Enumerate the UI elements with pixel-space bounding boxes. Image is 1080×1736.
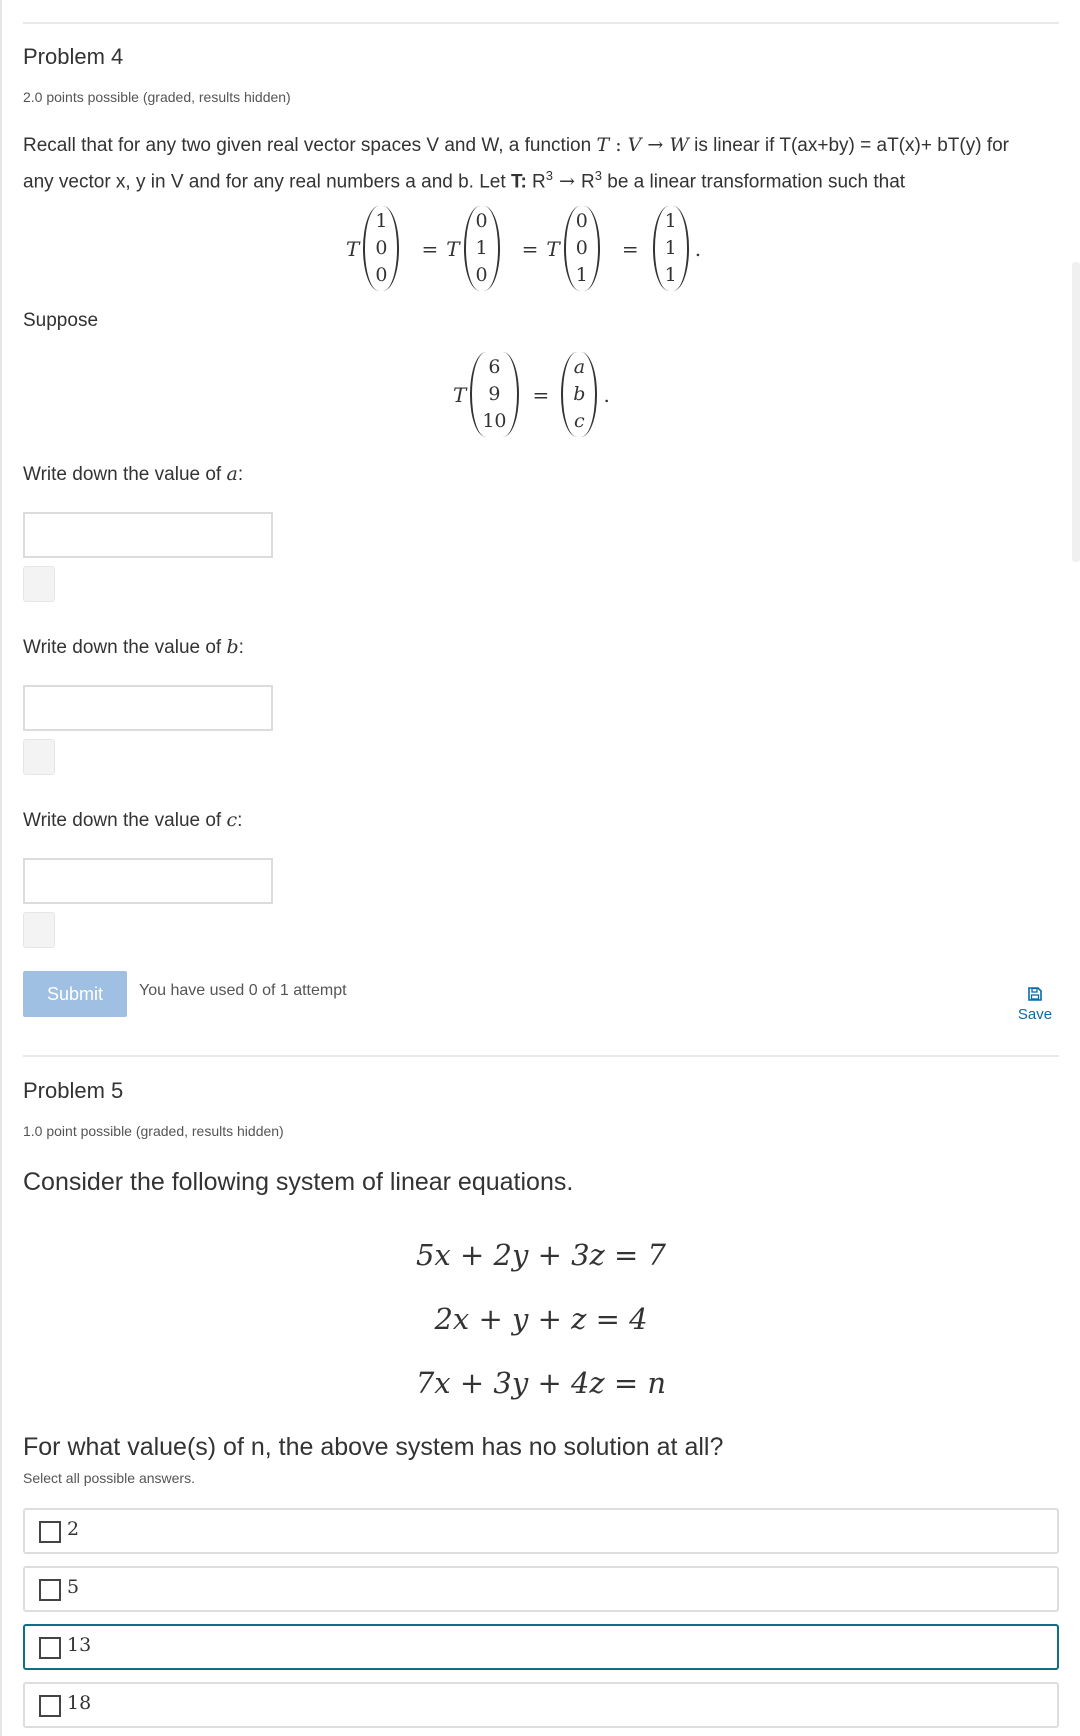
prompt-a [23,463,243,486]
eq2-equals: = [532,382,550,407]
prompt-text: Write down the value of [23,464,227,485]
problem-5-question: For what value(s) of n, the above system has no solution at all? [23,1433,724,1461]
intro-exp2: 3 [594,168,602,183]
suppose-text: Suppose [23,310,99,331]
answer-a-input[interactable] [23,512,273,558]
intro-R: R [526,171,546,193]
intro-line-1 [23,130,1059,161]
vec-entry: 1 [375,210,388,232]
choice-label: 18 [67,1692,92,1714]
eq1-period: . [694,236,702,261]
math-colon: : [609,134,628,156]
floppy-disk-icon [1027,986,1043,1002]
intro-line-2 [23,161,1059,197]
choice-label: 5 [67,1576,80,1598]
problem-5-title: Problem 5 [23,1078,124,1103]
vec-entry: 6 [488,356,501,378]
vec-entry: 0 [475,264,488,286]
choice-18[interactable] [23,1682,1059,1728]
eq2-vector-1 [470,352,518,437]
intro-bold-T: T: [510,171,527,193]
eq1-vector-2 [464,206,500,291]
vec-entry: 1 [475,237,488,259]
vec-entry: 0 [575,210,588,232]
vec-entry: 1 [664,210,677,232]
choice-13[interactable] [23,1624,1059,1670]
math-V: V [627,134,642,156]
intro-R2: R [581,171,595,193]
problem-5-hint: Select all possible answers. [23,1470,195,1486]
prompt-text: Write down the value of [23,637,227,658]
vec-entry: c [574,410,585,432]
answer-c-status [23,912,55,948]
eq2-T: T [453,382,467,407]
scrollbar-track[interactable] [1072,262,1080,562]
choice-5[interactable] [23,1566,1059,1612]
vec-entry: 0 [375,237,388,259]
vec-entry: 1 [664,237,677,259]
eq1-vector-1 [363,206,399,291]
intro-text-2: is linear if T(ax+by) = aT(x)+ bT(y) for [688,135,1009,156]
intro-exp: 3 [545,168,553,183]
intro-text: Recall that for any two given real vector spaces V and W, a function [23,135,597,156]
prompt-colon: : [238,637,244,658]
equation-line-3: 7x + 3y + 4z = n [415,1366,667,1400]
choice-2[interactable] [23,1508,1059,1554]
answer-c-input[interactable] [23,858,273,904]
prompt-var: c [226,809,238,831]
intro-text-3: any vector x, y in V and for any real numbers a and b. Let [23,171,511,193]
answer-b-input[interactable] [23,685,273,731]
intro-text-4: be a linear transformation such that [601,171,906,193]
problem-5-intro: Consider the following system of linear equations. [23,1168,574,1196]
prompt-colon: : [237,464,244,485]
math-arrow: → [641,134,670,156]
equation-line-2: 2x + y + z = 4 [434,1302,648,1336]
eq1-vector-4 [653,206,689,291]
vec-entry: 10 [482,410,507,432]
submit-button[interactable]: Submit [23,971,127,1017]
eq1-equals: = [421,236,439,261]
vec-entry: a [573,356,586,378]
equation-1 [346,206,701,291]
vec-entry: 0 [475,210,488,232]
attempts-text: You have used 0 of 1 attempt [139,982,347,999]
eq1-T: T [546,236,560,261]
checkbox[interactable] [39,1637,61,1659]
choice-label: 2 [67,1518,80,1540]
eq1-equals: = [521,236,539,261]
problem-5-points: 1.0 point possible (graded, results hidden) [23,1123,284,1139]
equation-line-1: 5x + 2y + 3z = 7 [415,1238,667,1272]
problem-4-title: Problem 4 [23,44,124,69]
answer-b-status [23,739,55,775]
save-button[interactable] [1005,986,1065,1023]
intro-arrow: → [553,170,581,193]
divider [23,22,1059,24]
vec-entry: b [573,383,586,405]
eq1-equals: = [621,236,639,261]
eq2-period: . [603,382,610,407]
prompt-text: Write down the value of [23,810,227,831]
vec-entry: 1 [575,264,588,286]
equation-2 [453,352,610,437]
eq1-T: T [446,236,460,261]
checkbox[interactable] [39,1695,61,1717]
left-border [0,0,2,1736]
equation-2-row [453,352,610,437]
vec-entry: 1 [664,264,677,286]
eq1-vector-3 [564,206,600,291]
divider [23,1055,1059,1057]
vec-entry: 0 [375,264,388,286]
prompt-b [23,636,244,659]
prompt-var: a [226,463,238,485]
equation-1-row [346,206,701,291]
save-label: Save [1017,1006,1053,1023]
eq2-vector-2 [561,352,597,437]
eq1-T: T [346,236,360,261]
math-T: T [596,134,610,156]
problem-4-intro [23,130,1059,197]
checkbox[interactable] [39,1579,61,1601]
choice-label: 13 [67,1634,92,1656]
vec-entry: 0 [575,237,588,259]
prompt-var: b [226,636,239,658]
vec-entry: 9 [488,383,501,405]
math-W: W [669,134,689,156]
answer-a-status [23,566,55,602]
prompt-c [23,809,242,832]
problem-4-points: 2.0 points possible (graded, results hidden) [23,89,291,105]
prompt-colon: : [237,810,243,831]
checkbox[interactable] [39,1521,61,1543]
